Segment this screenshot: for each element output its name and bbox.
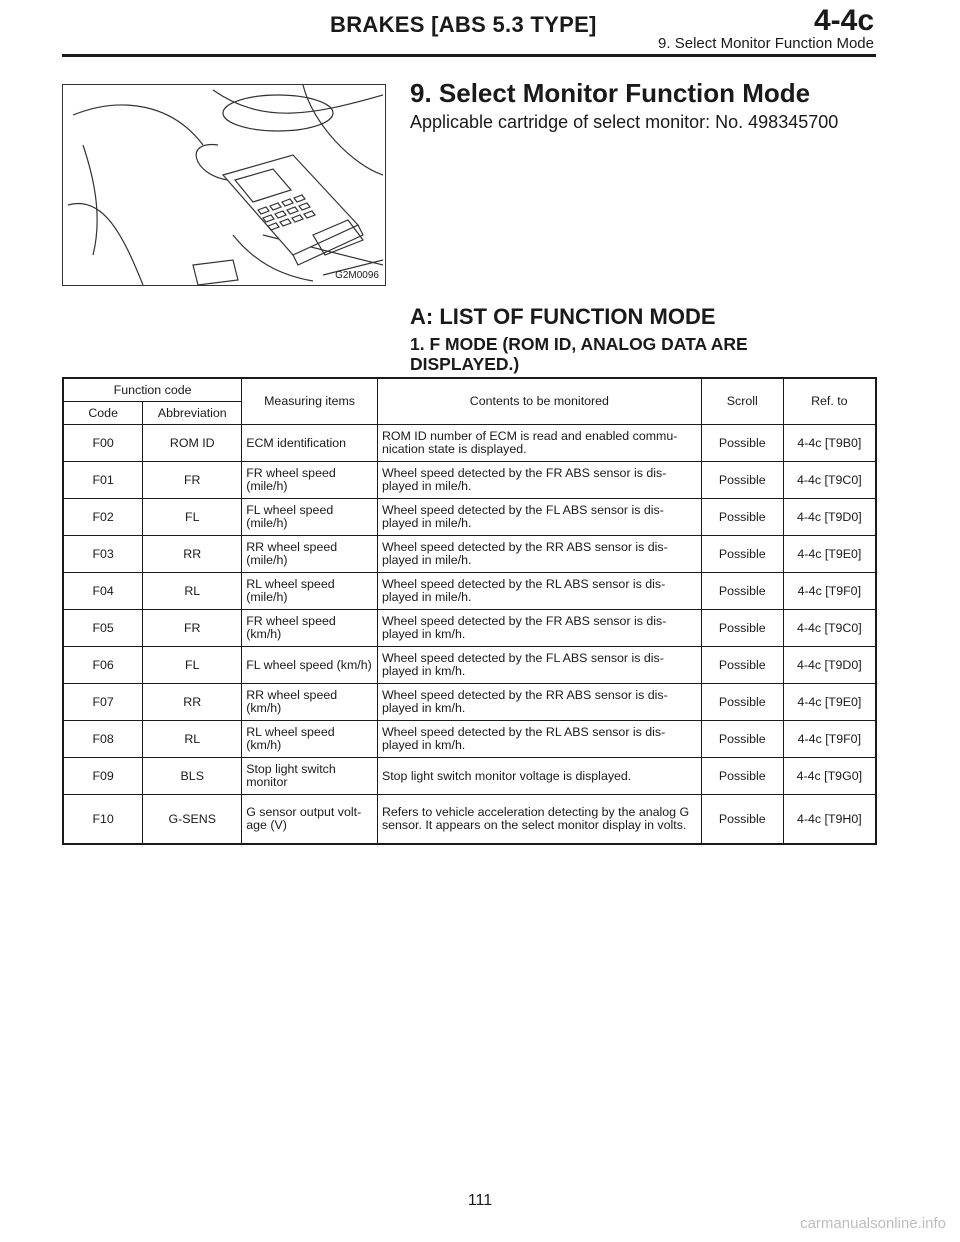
cell-code: F05 [63,610,143,647]
page-header [0,0,960,60]
watermark: carmanualsonline.info [800,1215,946,1232]
cell-code: F07 [63,684,143,721]
cell-code: F02 [63,499,143,536]
figure-label: G2M0096 [335,270,379,281]
cell-measuring-item: RL wheel speed (km/h) [242,721,378,758]
cell-scroll: Possible [701,758,783,795]
table-row [63,758,876,795]
cell-measuring-item: FR wheel speed (mile/h) [242,462,378,499]
header-abbreviation: Abbreviation [143,402,242,425]
cell-measuring-item: FR wheel speed (km/h) [242,610,378,647]
cell-abbreviation: G-SENS [143,795,242,845]
header-function-code: Function code [63,378,242,402]
cell-measuring-item: G sensor output volt- age (V) [242,795,378,845]
select-monitor-illustration [63,85,386,286]
table-row [63,647,876,684]
cell-contents: Wheel speed detected by the RR ABS sensor is dis- played in mile/h. [377,536,701,573]
table-row [63,462,876,499]
table-row [63,795,876,845]
header-subsection-title: 9. Select Monitor Function Mode [658,35,874,52]
cell-code: F09 [63,758,143,795]
cell-contents: Refers to vehicle acceleration detecting by the analog G sensor. It appears on the select monitor display in volts. [377,795,701,845]
cell-measuring-item: FL wheel speed (mile/h) [242,499,378,536]
cell-abbreviation: BLS [143,758,242,795]
cell-contents: Wheel speed detected by the FL ABS sensor is dis- played in km/h. [377,647,701,684]
cell-abbreviation: FL [143,499,242,536]
header-contents: Contents to be monitored [377,378,701,425]
cell-ref: 4-4c [T9E0] [783,536,876,573]
header-scroll: Scroll [701,378,783,425]
cell-scroll: Possible [701,462,783,499]
cell-scroll: Possible [701,684,783,721]
cell-code: F03 [63,536,143,573]
header-rule [62,54,876,57]
cell-measuring-item: RL wheel speed (mile/h) [242,573,378,610]
cell-contents: Wheel speed detected by the FR ABS sensor is dis- played in mile/h. [377,462,701,499]
cell-code: F06 [63,647,143,684]
cell-abbreviation: FR [143,610,242,647]
cell-contents: Wheel speed detected by the RL ABS sensor is dis- played in km/h. [377,721,701,758]
cell-abbreviation: ROM ID [143,425,242,462]
section-subtitle: Applicable cartridge of select monitor: No. 498345700 [410,112,839,132]
cell-ref: 4-4c [T9D0] [783,499,876,536]
cell-ref: 4-4c [T9E0] [783,684,876,721]
header-measuring-items: Measuring items [242,378,378,425]
f-mode-subheading: 1. F MODE (ROM ID, ANALOG DATA ARE DISPLAYED.) [410,334,748,374]
select-monitor-figure [62,84,386,286]
cell-contents: Wheel speed detected by the RL ABS sensor is dis- played in mile/h. [377,573,701,610]
cell-code: F10 [63,795,143,845]
cell-abbreviation: RR [143,536,242,573]
cell-ref: 4-4c [T9H0] [783,795,876,845]
cell-ref: 4-4c [T9C0] [783,462,876,499]
table-row [63,499,876,536]
cell-scroll: Possible [701,425,783,462]
cell-scroll: Possible [701,795,783,845]
cell-ref: 4-4c [T9F0] [783,721,876,758]
cell-scroll: Possible [701,721,783,758]
cell-scroll: Possible [701,499,783,536]
cell-code: F00 [63,425,143,462]
cell-measuring-item: RR wheel speed (km/h) [242,684,378,721]
cell-code: F08 [63,721,143,758]
cell-measuring-item: FL wheel speed (km/h) [242,647,378,684]
cell-scroll: Possible [701,610,783,647]
list-title: A: LIST OF FUNCTION MODE [410,304,716,329]
cell-code: F04 [63,573,143,610]
cell-scroll: Possible [701,536,783,573]
cell-ref: 4-4c [T9B0] [783,425,876,462]
cell-measuring-item: Stop light switch monitor [242,758,378,795]
cell-abbreviation: RL [143,573,242,610]
table-row [63,684,876,721]
cell-measuring-item: ECM identification [242,425,378,462]
function-mode-table [62,377,877,845]
cell-scroll: Possible [701,573,783,610]
table-row [63,721,876,758]
cell-ref: 4-4c [T9G0] [783,758,876,795]
cell-abbreviation: RL [143,721,242,758]
cell-ref: 4-4c [T9C0] [783,610,876,647]
table-row [63,425,876,462]
cell-scroll: Possible [701,647,783,684]
cell-contents: Stop light switch monitor voltage is displayed. [377,758,701,795]
cell-abbreviation: FL [143,647,242,684]
cell-abbreviation: RR [143,684,242,721]
cell-ref: 4-4c [T9D0] [783,647,876,684]
cell-code: F01 [63,462,143,499]
cell-abbreviation: FR [143,462,242,499]
cell-contents: Wheel speed detected by the FL ABS sensor is dis- played in mile/h. [377,499,701,536]
table-row [63,610,876,647]
cell-ref: 4-4c [T9F0] [783,573,876,610]
cell-contents: Wheel speed detected by the RR ABS sensor is dis- played in km/h. [377,684,701,721]
cell-contents: Wheel speed detected by the FR ABS sensor is dis- played in km/h. [377,610,701,647]
table-row [63,536,876,573]
section-title: 9. Select Monitor Function Mode [410,78,811,108]
table-row [63,573,876,610]
header-chapter-number: 4-4c [813,4,874,37]
cell-contents: ROM ID number of ECM is read and enabled commu- nication state is displayed. [377,425,701,462]
header-section-title: BRAKES [ABS 5.3 TYPE] [330,12,597,37]
page-number: 111 [467,1192,493,1209]
header-code: Code [63,402,143,425]
header-ref: Ref. to [783,378,876,425]
cell-measuring-item: RR wheel speed (mile/h) [242,536,378,573]
